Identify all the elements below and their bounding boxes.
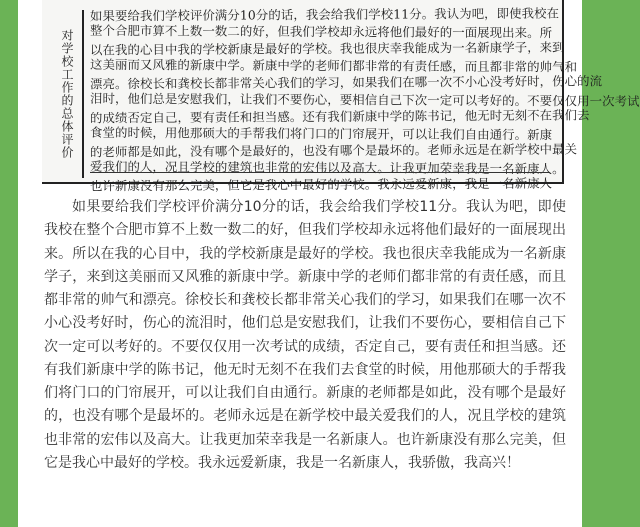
article-body xyxy=(44,196,566,518)
handwritten-line: 爱我们的人，况且学校的建筑也非常的宏伟以及高大。让我更加荣幸我是一名新康人。 xyxy=(89,158,565,177)
handwritten-line: 整个合肥市算不上数一数二的好，但我们学校却永远将他们最好的一面展现出来。所 xyxy=(89,22,553,41)
handwritten-line: 如果要给我们学校评价满分10分的话，我会给我们学校11分。我认为吧，即使我校在 xyxy=(89,5,560,24)
article-paragraph: 如果要给我们学校评价满分10分的话，我会给我们学校11分。我认为吧，即使我校在整个合肥市算不上数一数二的好，但我们学校却永远将他们最好的一面展现出来。所以在我的心目中，我的学校新康是最好的学校。我也很庆幸我能成为一名新康学子，来到这美丽而又风雅的新康中学。新康中学的老师们都非常的有责任感，而且都非常的帅气和漂亮。徐校长和龚校长都非常关心我们的学习，如果我们在哪一次不小心没考好时，伤心的流泪时，他们总是安慰我们，让我们不要伤心，要相信自己下次一定可以考好的。不要仅仅用一次考试的成绩，否定自己，要有责任和担当感。还有我们新康中学的陈书记，他无时无刻不在我们去食堂的时候，用他那硕大的手帮我们将门口的门帘展开，可以让我们自由通行。新康的老师都是如此，没有哪个是最好的，也没有哪个是最坏的。老师永远是在新学校中最关爱我们的人，况且学校的建筑也非常的宏伟以及高大。让我更加荣幸我是一名新康人。也许新康没有那么完美，但它是我心中最好的学校。我永远爱新康，我是一名新康人，我骄傲，我高兴！ xyxy=(44,199,566,471)
handwritten-line: 的老师都是如此，没有哪个是最好的，也没有哪个是最坏的。老师永远是在新学校中最关 xyxy=(89,141,578,160)
page-sheet xyxy=(18,0,640,527)
form-row-label-text: 对学校工作的总体评价 xyxy=(60,29,74,159)
handwritten-line: 食堂的时候，用他那硕大的手帮我们将门口的门帘展开，可以让我们自由通行。新康 xyxy=(89,124,553,143)
handwritten-answer xyxy=(89,5,640,194)
handwritten-line: 的成绩否定自己，要有责任和担当感。还有我们新康中学的陈书记，他无时无刻不在我们去 xyxy=(89,107,590,126)
handwritten-line: 也许新康没有那么完美，但它是我心中最好的学校。我永远爱新康，我是一名新康人 xyxy=(89,175,553,194)
handwritten-line: 泪时，他们总是安慰我们，让我们不要伤心，要相信自己下次一定可以考好的。不要仅仅用一次考试 xyxy=(89,90,640,109)
handwritten-form-scan xyxy=(42,0,640,194)
form-bottom-rule xyxy=(90,172,550,183)
handwritten-line: 以在我的心目中我的学校新康是最好的学校。我也很庆幸我能成为一名新康学子，来到 xyxy=(89,39,565,58)
handwritten-line: 这美丽而又风雅的新康中学。新康中学的老师们都非常的有责任感，而且都非常的帅气和 xyxy=(89,56,578,75)
handwritten-line: 漂亮。徐校长和龚校长都非常关心我们的学习，如果我们在哪一次不小心没考好时，伤心的流 xyxy=(89,73,603,92)
form-row-label xyxy=(52,10,84,178)
